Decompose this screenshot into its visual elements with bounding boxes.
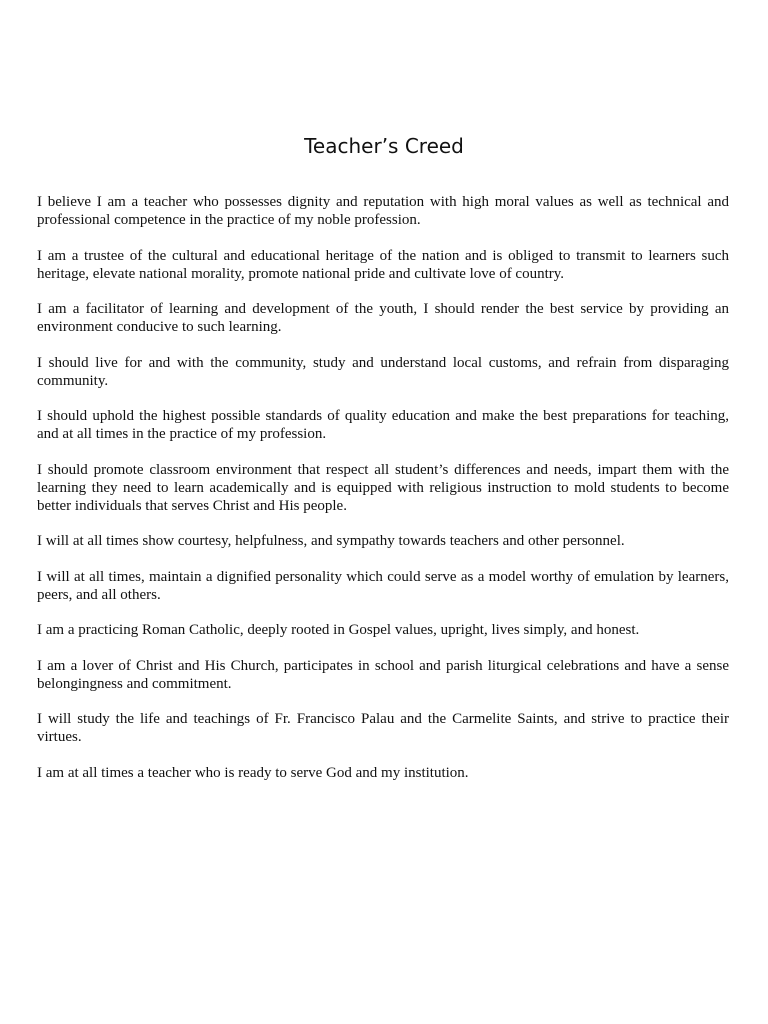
creed-paragraph: I should live for and with the community, study and understand local customs, and refrain from disparaging community. <box>37 354 729 389</box>
document-title: Teacher’s Creed <box>304 134 464 158</box>
document-body <box>37 193 729 799</box>
creed-paragraph: I believe I am a teacher who possesses dignity and reputation with high moral values as well as technical and professional competence in the practice of my noble profession. <box>37 194 729 228</box>
creed-paragraph: I should uphold the highest possible standards of quality education and make the best preparations for teaching, and at all times in the practice of my profession. <box>37 408 729 442</box>
creed-paragraph: I will study the life and teachings of Fr. Francisco Palau and the Carmelite Saints, and strive to practice their virtues. <box>37 711 729 745</box>
creed-paragraph: I am a practicing Roman Catholic, deeply rooted in Gospel values, upright, lives simply, and honest. <box>37 622 640 638</box>
creed-paragraph: I am a trustee of the cultural and educational heritage of the nation and is obliged to transmit to learners such heritage, elevate national morality, promote national pride and cultivate love of country. <box>37 247 729 282</box>
creed-paragraph: I will at all times show courtesy, helpfulness, and sympathy towards teachers and other personnel. <box>37 533 625 549</box>
creed-paragraph: I should promote classroom environment that respect all student’s differences and needs, impart them with the learning they need to learn academically and is equipped with religious instruction to mold students to become better individuals that serves Christ and His people. <box>37 461 729 514</box>
creed-paragraph: I am a facilitator of learning and development of the youth, I should render the best service by providing an environment conducive to such learning. <box>37 301 729 335</box>
creed-paragraph: I am at all times a teacher who is ready to serve God and my institution. <box>37 764 469 781</box>
creed-paragraph: I am a lover of Christ and His Church, participates in school and parish liturgical celebrations and have a sense belongingness and commitment. <box>37 657 729 692</box>
creed-paragraph: I will at all times, maintain a dignified personality which could serve as a model worthy of emulation by learners, peers, and all others. <box>37 568 729 603</box>
